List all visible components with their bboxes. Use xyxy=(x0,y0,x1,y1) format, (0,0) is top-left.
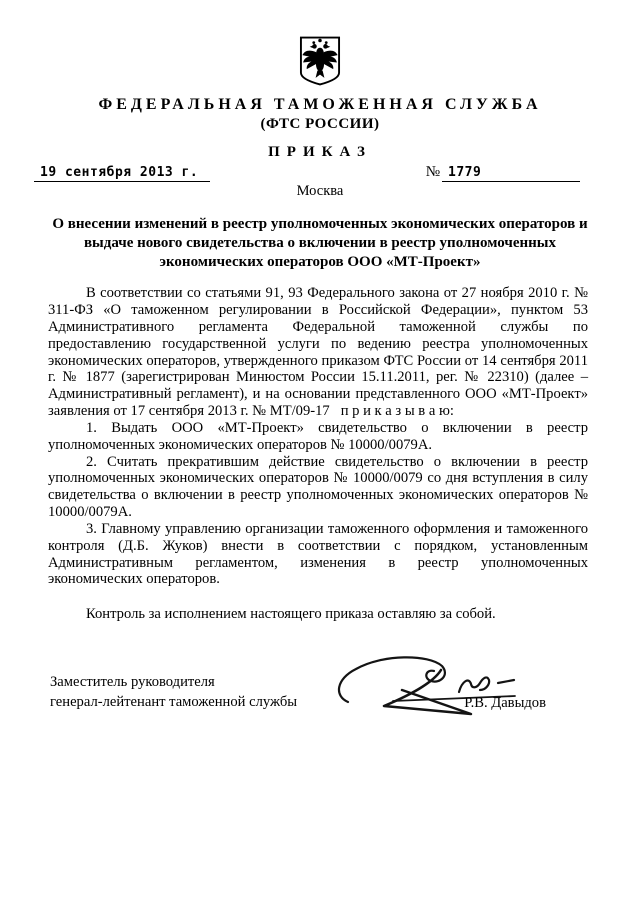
org-name: ФЕДЕРАЛЬНАЯ ТАМОЖЕННАЯ СЛУЖБА xyxy=(98,96,542,113)
doc-type-heading: ПРИКАЗ xyxy=(268,144,372,160)
doc-body xyxy=(48,285,588,623)
doc-number-label: № xyxy=(425,164,440,180)
signer-position-line2: генерал-лейтенант таможенной службы xyxy=(50,693,298,710)
intro-paragraph xyxy=(48,285,588,420)
intro-text: В соответствии со статьями 91, 93 Федерального закона от 27 ноября 2010 г. № 311-ФЗ «О таможенном регулировании в Российской Федерации», пунктом 53 Административного регламента Федеральной таможенной службы по предоставлению государственной услуги по ведению реестра уполномоченных экономических операторов, утвержденного приказом ФТС России от 14 сентября 2011 г. № 1877 (зарегистрирован Минюстом России 15.11.2011, рег. № 22310) (далее – Административный регламент), и на основании представленного ООО «МТ-Проект» заявления от 17 сентября 2013 г. № МТ/09-17 xyxy=(48,285,588,420)
control-paragraph: Контроль за исполнением настоящего приказа оставляю за собой. xyxy=(86,606,496,623)
russian-coat-of-arms-icon xyxy=(298,36,342,86)
order-item-3: 3. Главному управлению организации таможенного оформления и таможенного контроля (Д.Б. Жуков) внести в соответствии с порядком, установленным Административным регламентом, изменения в реестр уполномоченных экономических операторов. xyxy=(48,520,588,588)
signature-block xyxy=(50,673,590,712)
date-number-row xyxy=(34,164,580,182)
doc-city: Москва xyxy=(296,183,344,199)
order-item-2: 2. Считать прекратившим действие свидетельство о включении в реестр уполномоченных экономических операторов № 10000/0079 со дня вступления в силу свидетельства о включении в реестр уполномоченных экономических операторов № 10000/0079А. xyxy=(48,453,588,521)
doc-number: 1779 xyxy=(442,165,580,182)
doc-title: О внесении изменений в реестр уполномоченных экономических операторов и выдаче нового свидетельства о включении в реестр уполномоченных экономических операторов ООО «МТ-Проект» xyxy=(52,216,588,271)
signer-position-line1: Заместитель руководителя xyxy=(50,674,215,691)
order-word: п р и к а з ы в а ю: xyxy=(340,403,454,420)
org-short-name: (ФТС РОССИИ) xyxy=(260,116,380,132)
signer-name: Р.В. Давыдов xyxy=(464,694,546,711)
order-item-1: 1. Выдать ООО «МТ-Проект» свидетельство о включении в реестр уполномоченных экономических операторов № 10000/0079А. xyxy=(48,419,588,453)
doc-date: 19 сентября 2013 г. xyxy=(34,165,210,182)
doc-number-block xyxy=(426,164,580,182)
emblem-container xyxy=(0,0,640,91)
